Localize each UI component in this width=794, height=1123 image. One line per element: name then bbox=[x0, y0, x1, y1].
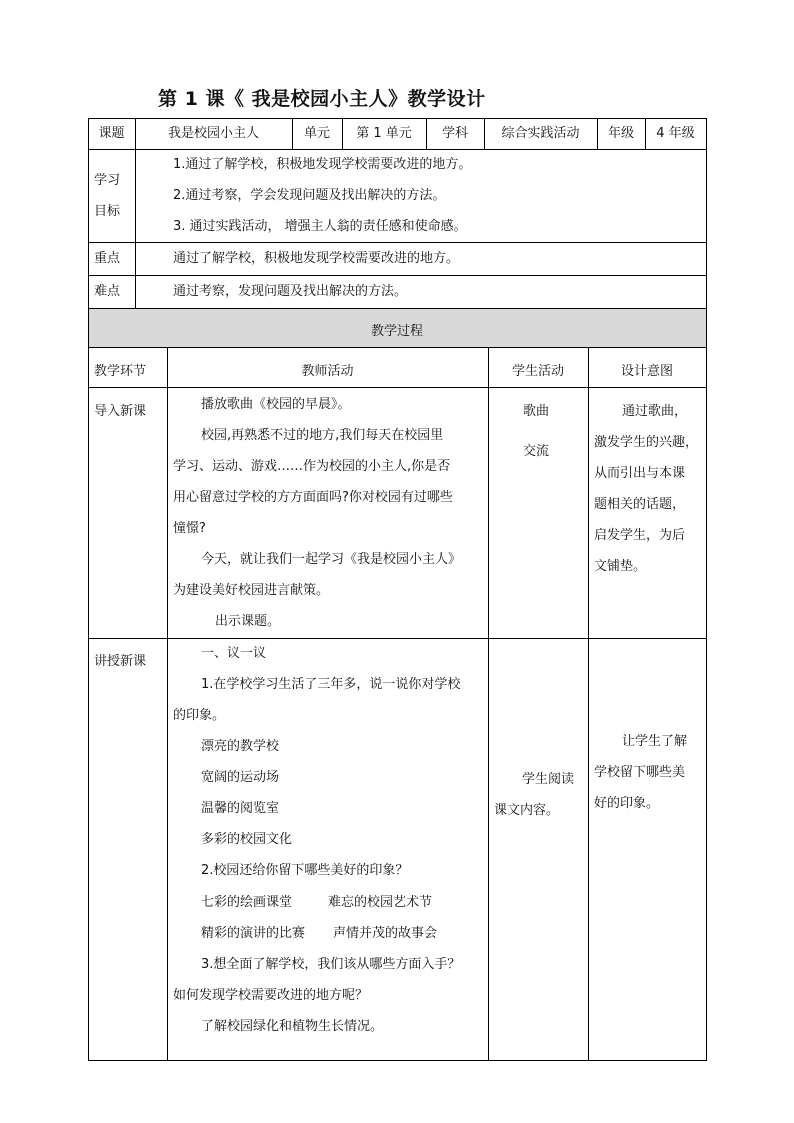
teacher-line: 漂亮的教学校 bbox=[201, 739, 280, 754]
teacher-line: 声情并茂的故事会 bbox=[333, 926, 438, 941]
table-border bbox=[88, 308, 707, 309]
teacher-line: 学习、运动、游戏……作为校园的小主人,你是否 bbox=[173, 459, 451, 474]
teacher-line: 出示课题。 bbox=[215, 614, 281, 629]
subject-value: 综合实践活动 bbox=[501, 126, 580, 141]
table-border bbox=[88, 149, 707, 150]
objective-item: 2.通过考察，学会发现问题及找出解决的方法。 bbox=[173, 188, 446, 203]
student-line: 学生阅读 bbox=[522, 772, 575, 787]
topic-value: 我是校园小主人 bbox=[167, 126, 259, 141]
teacher-line: 七彩的绘画课堂 bbox=[201, 895, 293, 910]
column-header-teacher: 教师活动 bbox=[301, 364, 354, 379]
intent-line: 文铺垫。 bbox=[594, 559, 647, 574]
intent-line: 好的印象。 bbox=[594, 796, 660, 811]
process-header: 教学过程 bbox=[370, 324, 423, 339]
table-border bbox=[88, 638, 707, 639]
difficulty-label: 难点 bbox=[94, 284, 121, 299]
table-border bbox=[167, 347, 168, 1060]
column-header-student: 学生活动 bbox=[511, 364, 564, 379]
intent-line: 从而引出与本课 bbox=[594, 466, 686, 481]
table-border bbox=[488, 347, 489, 1060]
table-border bbox=[88, 118, 89, 1061]
objective-item: 3. 通过实践活动， 增强主人翁的责任感和使命感。 bbox=[173, 219, 467, 234]
column-header-intent: 设计意图 bbox=[620, 364, 673, 379]
topic-label: 课题 bbox=[98, 126, 125, 141]
teacher-line: 温馨的阅览室 bbox=[201, 801, 280, 816]
table-border bbox=[135, 149, 136, 308]
intent-line: 题相关的话题， bbox=[594, 497, 686, 512]
student-line: 课文内容。 bbox=[494, 803, 560, 818]
teacher-line: 1.在学校学习生活了三年多，说一说你对学校 bbox=[201, 677, 461, 692]
intent-line: 让学生了解 bbox=[622, 734, 688, 749]
unit-value: 第 1 单元 bbox=[356, 126, 412, 141]
teacher-line: 了解校园绿化和植物生长情况。 bbox=[201, 1019, 384, 1034]
table-border bbox=[588, 347, 589, 1060]
student-line: 歌曲 bbox=[523, 404, 550, 419]
teacher-line: 一、议一议 bbox=[201, 646, 267, 661]
intent-line: 激发学生的兴趣， bbox=[594, 435, 699, 450]
subject-label: 学科 bbox=[441, 126, 468, 141]
table-border bbox=[706, 118, 707, 1061]
table-border bbox=[88, 1060, 707, 1061]
teacher-line: 用心留意过学校的方方面面吗?你对校园有过哪些 bbox=[173, 490, 453, 505]
unit-label: 单元 bbox=[303, 126, 330, 141]
key-point-label: 重点 bbox=[94, 251, 121, 266]
teacher-line: 校园,再熟悉不过的地方,我们每天在校园里 bbox=[201, 428, 444, 443]
teacher-line: 多彩的校园文化 bbox=[201, 832, 293, 847]
teacher-line: 3.想全面了解学校，我们该从哪些方面入手？ bbox=[201, 957, 461, 972]
teacher-line: 憧憬? bbox=[173, 521, 206, 536]
teacher-line: 为建设美好校园进言献策。 bbox=[173, 583, 330, 598]
intro-stage: 导入新课 bbox=[94, 404, 147, 419]
intent-line: 通过歌曲， bbox=[622, 404, 688, 419]
difficulty-text: 通过考察，发现问题及找出解决的方法。 bbox=[173, 284, 408, 299]
column-header-stage: 教学环节 bbox=[94, 364, 147, 379]
teacher-line: 今天，就让我们一起学习《我是校园小主人》 bbox=[201, 552, 462, 567]
grade-value: 4 年级 bbox=[656, 126, 695, 141]
lesson-stage: 讲授新课 bbox=[94, 654, 147, 669]
objective-item: 1.通过了解学校，积极地发现学校需要改进的地方。 bbox=[173, 157, 472, 172]
table-border bbox=[88, 347, 707, 348]
teacher-line: 播放歌曲《校园的早晨》。 bbox=[201, 397, 351, 412]
objectives-label: 学习 bbox=[94, 173, 121, 188]
teacher-line: 宽阔的运动场 bbox=[201, 770, 280, 785]
table-border bbox=[88, 387, 707, 388]
intent-line: 学校留下哪些美 bbox=[594, 765, 686, 780]
teacher-line: 的印象。 bbox=[173, 708, 226, 723]
teacher-line: 难忘的校园艺术节 bbox=[328, 895, 433, 910]
table-border bbox=[88, 242, 707, 243]
grade-label: 年级 bbox=[607, 126, 634, 141]
table-border bbox=[88, 275, 707, 276]
teacher-line: 如何发现学校需要改进的地方呢？ bbox=[173, 988, 369, 1003]
objectives-label: 目标 bbox=[94, 204, 121, 219]
key-point-text: 通过了解学校，积极地发现学校需要改进的地方。 bbox=[173, 251, 460, 266]
student-line: 交流 bbox=[523, 444, 550, 459]
intent-line: 启发学生，为后 bbox=[594, 528, 686, 543]
table-border bbox=[88, 118, 707, 119]
document-title: 第 1 课《 我是校园小主人》教学设计 bbox=[158, 88, 486, 110]
teacher-line: 2.校园还给你留下哪些美好的印象？ bbox=[201, 863, 409, 878]
teacher-line: 精彩的演讲的比赛 bbox=[201, 926, 306, 941]
